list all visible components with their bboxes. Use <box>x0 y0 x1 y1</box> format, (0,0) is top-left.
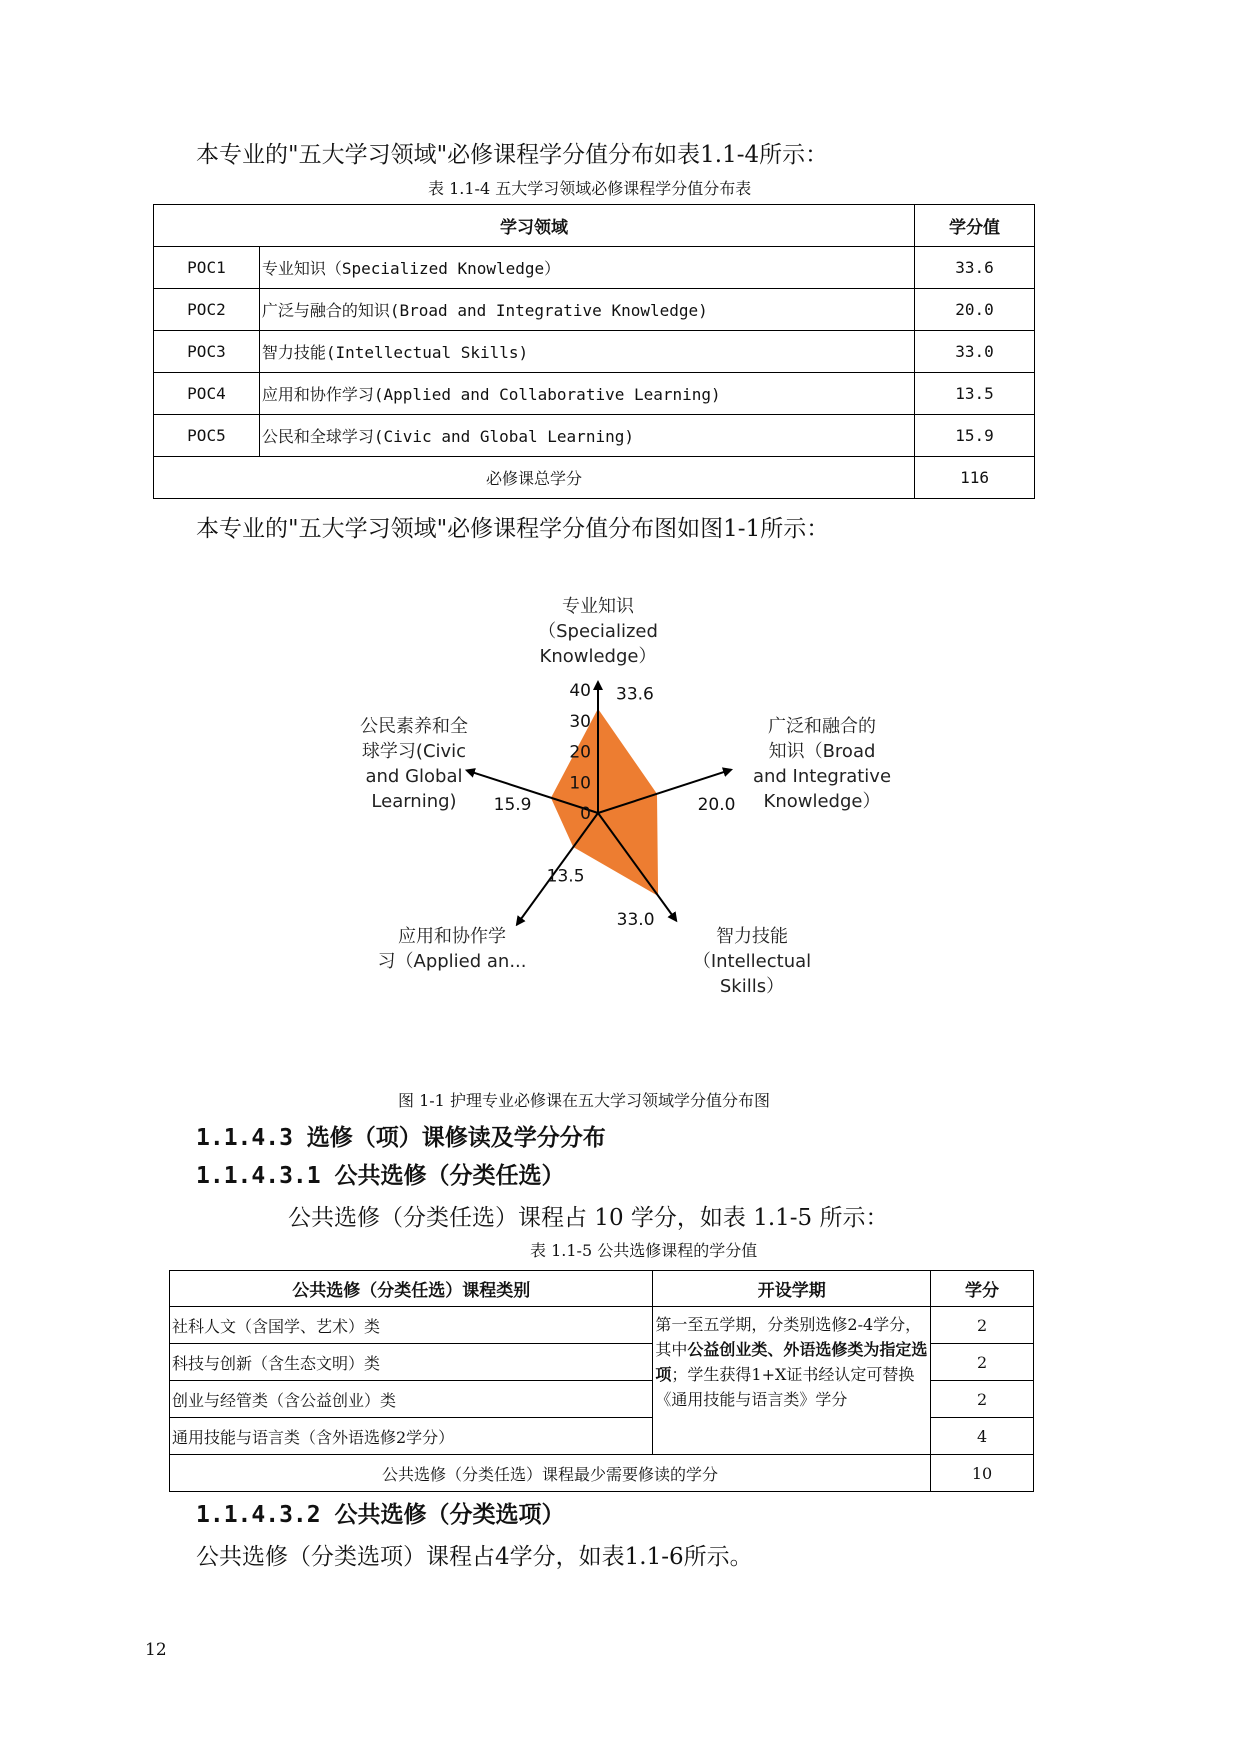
radar-value-label: 13.5 <box>546 866 585 887</box>
row-category: 通用技能与语言类（含外语选修2学分） <box>170 1418 653 1455</box>
radar-tick-label: 0 <box>580 804 591 824</box>
radar-chart <box>330 585 910 1015</box>
section-heading-11431: 1.1.4.3.1 公共选修（分类任选） <box>196 1163 565 1189</box>
radar-axis-label-line: Knowledge） <box>539 646 657 667</box>
table-row <box>154 415 1035 457</box>
radar-value-label: 20.0 <box>697 795 736 815</box>
row-category: 创业与经管类（含公益创业）类 <box>170 1381 653 1418</box>
radar-axis-label-line: 智力技能 <box>716 926 788 947</box>
section-heading-11432: 1.1.4.3.2 公共选修（分类选项） <box>196 1502 565 1528</box>
row-credit: 2 <box>931 1344 1034 1381</box>
row-code: POC4 <box>154 373 260 415</box>
radar-axis-label-line: （Intellectual <box>692 951 812 972</box>
radar-axis-label-line: 知识（Broad <box>768 741 876 762</box>
table-header-row <box>170 1271 1034 1307</box>
section-heading-1143: 1.1.4.3 选修（项）课修读及学分分布 <box>196 1125 606 1151</box>
row-name: 专业知识（Specialized Knowledge） <box>259 247 914 289</box>
table-row <box>154 331 1035 373</box>
row-category: 科技与创新（含生态文明）类 <box>170 1344 653 1381</box>
header-category: 公共选修（分类任选）课程类别 <box>170 1271 653 1307</box>
row-code: POC3 <box>154 331 260 373</box>
row-credit: 4 <box>931 1418 1034 1455</box>
header-credit: 学分值 <box>915 205 1035 247</box>
total-value: 116 <box>915 457 1035 499</box>
radar-axis-label-line: Skills） <box>719 976 785 997</box>
total-label: 公共选修（分类任选）课程最少需要修读的学分 <box>170 1455 931 1492</box>
table-row <box>154 247 1035 289</box>
row-credit: 2 <box>931 1307 1034 1344</box>
header-domain: 学习领域 <box>154 205 915 247</box>
row-name: 广泛与融合的知识(Broad and Integrative Knowledge) <box>259 289 914 331</box>
row-credit: 2 <box>931 1381 1034 1418</box>
radar-axis-label <box>753 716 891 812</box>
page-number: 12 <box>145 1640 167 1660</box>
header-credit: 学分 <box>931 1271 1034 1307</box>
intro-paragraph-3: 公共选修（分类任选）课程占 10 学分，如表 1.1-5 所示： <box>288 1205 889 1231</box>
row-code: POC5 <box>154 415 260 457</box>
table-row <box>170 1307 1034 1344</box>
radar-axis-label <box>538 596 658 667</box>
semester-note-bold: 公益创业类、外语选修类为指定选项 <box>655 1340 928 1384</box>
row-credit: 20.0 <box>915 289 1035 331</box>
row-credit: 13.5 <box>915 373 1035 415</box>
intro-paragraph-2: 本专业的"五大学习领域"必修课程学分值分布图如图1-1所示： <box>196 516 830 542</box>
table-row <box>154 373 1035 415</box>
radar-axis-label <box>378 926 527 972</box>
semester-note-part2: ；学生获得1+X证书经认定可替换《通用技能与语言类》学分 <box>655 1365 915 1409</box>
table-total-row <box>170 1455 1034 1492</box>
radar-axis-label-line: and Integrative <box>752 766 892 787</box>
radar-axis-label <box>360 716 468 812</box>
radar-axis-label-line: （Specialized <box>538 621 658 642</box>
row-credit: 15.9 <box>915 415 1035 457</box>
radar-axis-label-line: and Global <box>365 766 463 787</box>
radar-tick-label: 10 <box>569 773 591 794</box>
intro-paragraph-1: 本专业的"五大学习领域"必修课程学分值分布如表1.1-4所示： <box>196 142 829 168</box>
radar-axis-label <box>693 926 811 997</box>
figure-caption: 图 1-1 护理专业必修课在五大学习领域学分值分布图 <box>398 1091 770 1110</box>
row-name: 应用和协作学习(Applied and Collaborative Learning) <box>259 373 914 415</box>
radar-axis-label-line: 专业知识 <box>562 596 634 617</box>
radar-axis-label-line: 应用和协作学 <box>398 926 506 947</box>
table-total-row <box>154 457 1035 499</box>
radar-axis-label-line: 球学习(Civic <box>361 741 467 762</box>
total-label: 必修课总学分 <box>154 457 915 499</box>
row-name: 公民和全球学习(Civic and Global Learning) <box>259 415 914 457</box>
radar-tick-label: 40 <box>569 681 591 701</box>
table-2-caption: 表 1.1-5 公共选修课程的学分值 <box>530 1241 758 1260</box>
radar-tick-label: 30 <box>569 711 591 732</box>
semester-note-part1: 第一至五学期，分类别选修2-4学分，其中 <box>655 1315 922 1359</box>
elective-credit-table <box>169 1270 1034 1492</box>
radar-axis-label-line: Learning) <box>371 791 457 812</box>
table-row <box>154 289 1035 331</box>
radar-tick-label: 20 <box>569 742 591 763</box>
row-code: POC2 <box>154 289 260 331</box>
radar-axis-label-line: 广泛和融合的 <box>768 716 876 737</box>
intro-paragraph-4: 公共选修（分类选项）课程占4学分，如表1.1-6所示。 <box>196 1544 753 1570</box>
radar-value-label: 15.9 <box>493 794 532 815</box>
table-header-row <box>154 205 1035 247</box>
radar-axis-label-line: 公民素养和全 <box>360 716 468 737</box>
header-semester: 开设学期 <box>653 1271 931 1307</box>
credit-domain-table <box>153 204 1035 499</box>
row-category: 社科人文（含国学、艺术）类 <box>170 1307 653 1344</box>
radar-value-label: 33.0 <box>616 910 655 931</box>
table-1-caption: 表 1.1-4 五大学习领域必修课程学分值分布表 <box>428 179 752 198</box>
row-credit: 33.6 <box>915 247 1035 289</box>
semester-note <box>653 1307 931 1455</box>
total-value: 10 <box>931 1455 1034 1492</box>
row-name: 智力技能(Intellectual Skills) <box>259 331 914 373</box>
radar-axis-label-line: 习（Applied an... <box>377 951 527 972</box>
radar-axis-label-line: Knowledge） <box>763 791 881 812</box>
radar-value-label: 33.6 <box>616 684 654 705</box>
row-credit: 33.0 <box>915 331 1035 373</box>
row-code: POC1 <box>154 247 260 289</box>
